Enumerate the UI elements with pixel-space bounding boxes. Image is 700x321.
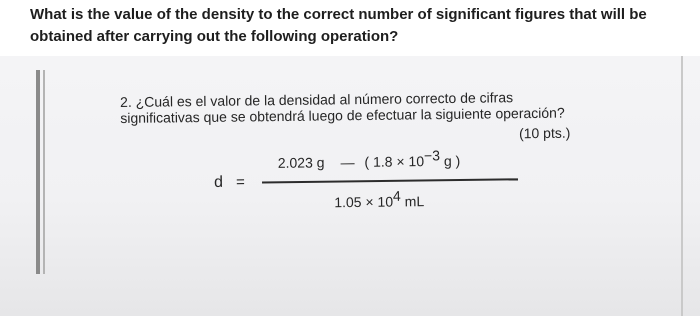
volume-coefficient: 1.05 [334, 193, 362, 211]
question-text: What is the value of the density to the correct number of significant figures that will be obtained after carrying out the following operation? [30, 6, 647, 45]
volume-exponent: 4 [392, 187, 401, 204]
density-variable: d [213, 173, 224, 192]
denominator-times-sign: × [365, 193, 374, 210]
minus-sign: — [340, 153, 355, 171]
formula-denominator [334, 187, 424, 210]
denominator-ten-base: 10 [377, 193, 394, 210]
formula-numerator [278, 147, 461, 171]
points-label: (10 pts.) [518, 124, 571, 142]
mass-value: 2.023 g [277, 154, 325, 171]
equals-sign: = [235, 173, 245, 191]
subtrahend-coefficient: 1.8 [372, 153, 393, 170]
subtrahend-exponent: −3 [423, 147, 441, 164]
volume-unit: mL [404, 193, 425, 210]
ten-base: 10 [408, 153, 425, 170]
fraction-bar [262, 178, 518, 183]
problem-line-1: 2. ¿Cuál es el valor de la densidad al número correcto de cifras [120, 89, 514, 110]
paren-close: ) [455, 152, 461, 169]
problem-line-2: significativas que se obtendrá luego de efectuar la siguiente operación? [120, 104, 565, 126]
paren-open: ( [364, 153, 370, 170]
times-sign: × [396, 153, 405, 170]
subtrahend-unit: g [443, 152, 452, 169]
